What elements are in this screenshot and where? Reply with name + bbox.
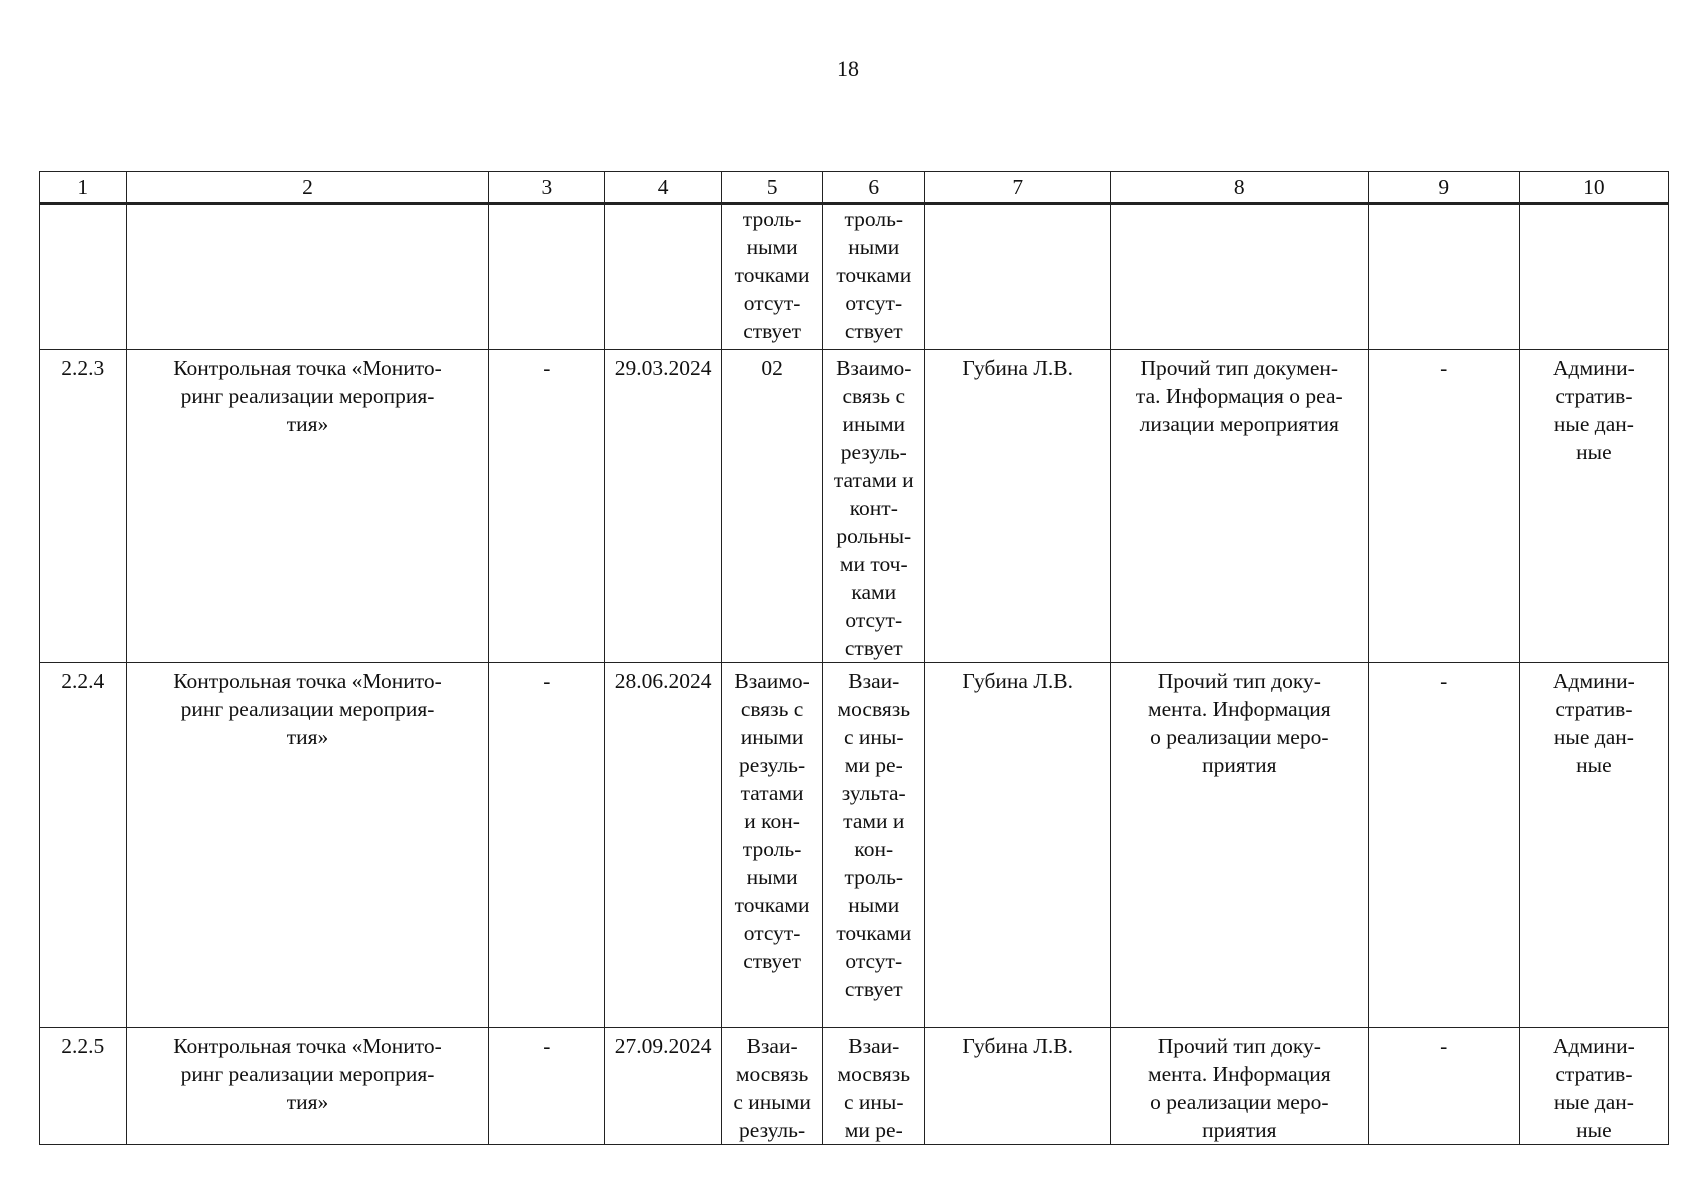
- table-row: [40, 350, 1669, 663]
- column-header-1: 1: [40, 172, 127, 204]
- column-header-4: 4: [605, 172, 722, 204]
- cell-responsible: Губина Л.В.: [925, 350, 1111, 663]
- cell-date: [605, 204, 722, 350]
- cell-date: 29.03.2024: [605, 350, 722, 663]
- cell-col9: [1368, 204, 1519, 350]
- cell-document-type: Прочий тип докумен- та. Информация о реа- лизации мероприятия: [1111, 350, 1369, 663]
- cell-document-type: Прочий тип доку- мента. Информация о реализации меро- приятия: [1111, 663, 1369, 1028]
- cell-col9: -: [1368, 663, 1519, 1028]
- column-header-7: 7: [925, 172, 1111, 204]
- cell-name: Контрольная точка «Монито- ринг реализации мероприя- тия»: [126, 350, 489, 663]
- cell-source: [1519, 204, 1668, 350]
- cell-date: 27.09.2024: [605, 1028, 722, 1145]
- cell-source: Админи- стратив- ные дан- ные: [1519, 1028, 1668, 1145]
- cell-col6: Взаи- мосвязь с ины- ми ре-: [823, 1028, 925, 1145]
- cell-name: [126, 204, 489, 350]
- cell-col5: Взаимо- связь с иными резуль- татами и кон- троль- ными точками отсут- ствует: [722, 663, 823, 1028]
- cell-col5: Взаи- мосвязь с иными резуль-: [722, 1028, 823, 1145]
- cell-col5: троль- ными точками отсут- ствует: [722, 204, 823, 350]
- cell-responsible: Губина Л.В.: [925, 663, 1111, 1028]
- table-row: [40, 663, 1669, 1028]
- column-header-5: 5: [722, 172, 823, 204]
- column-header-6: 6: [823, 172, 925, 204]
- cell-responsible: Губина Л.В.: [925, 1028, 1111, 1145]
- page-number: 18: [837, 56, 859, 81]
- cell-document-type: [1111, 204, 1369, 350]
- cell-col5: 02: [722, 350, 823, 663]
- cell-name: Контрольная точка «Монито- ринг реализации мероприя- тия»: [126, 663, 489, 1028]
- cell-source: Админи- стратив- ные дан- ные: [1519, 350, 1668, 663]
- cell-col6: троль- ными точками отсут- ствует: [823, 204, 925, 350]
- column-header-10: 10: [1519, 172, 1668, 204]
- cell-name: Контрольная точка «Монито- ринг реализации мероприя- тия»: [126, 1028, 489, 1145]
- cell-col6: Взаи- мосвязь с ины- ми ре- зульта- тами и кон- троль- ными точками отсут- ствует: [823, 663, 925, 1028]
- cell-source: Админи- стратив- ные дан- ные: [1519, 663, 1668, 1028]
- cell-col3: -: [489, 663, 605, 1028]
- table-row: [40, 1028, 1669, 1145]
- cell-number: 2.2.4: [40, 663, 127, 1028]
- cell-col3: -: [489, 350, 605, 663]
- cell-number: 2.2.3: [40, 350, 127, 663]
- cell-date: 28.06.2024: [605, 663, 722, 1028]
- table-header-row: [40, 172, 1669, 204]
- cell-number: [40, 204, 127, 350]
- cell-col9: -: [1368, 350, 1519, 663]
- cell-col3: [489, 204, 605, 350]
- cell-col6: Взаимо- связь с иными резуль- татами и конт- рольны- ми точ- ками отсут- ствует: [823, 350, 925, 663]
- column-header-8: 8: [1111, 172, 1369, 204]
- column-header-9: 9: [1368, 172, 1519, 204]
- cell-col3: -: [489, 1028, 605, 1145]
- table-row: [40, 204, 1669, 350]
- column-header-2: 2: [126, 172, 489, 204]
- control-points-table: [39, 171, 1669, 1145]
- cell-responsible: [925, 204, 1111, 350]
- column-header-3: 3: [489, 172, 605, 204]
- cell-col9: -: [1368, 1028, 1519, 1145]
- cell-number: 2.2.5: [40, 1028, 127, 1145]
- cell-document-type: Прочий тип доку- мента. Информация о реализации меро- приятия: [1111, 1028, 1369, 1145]
